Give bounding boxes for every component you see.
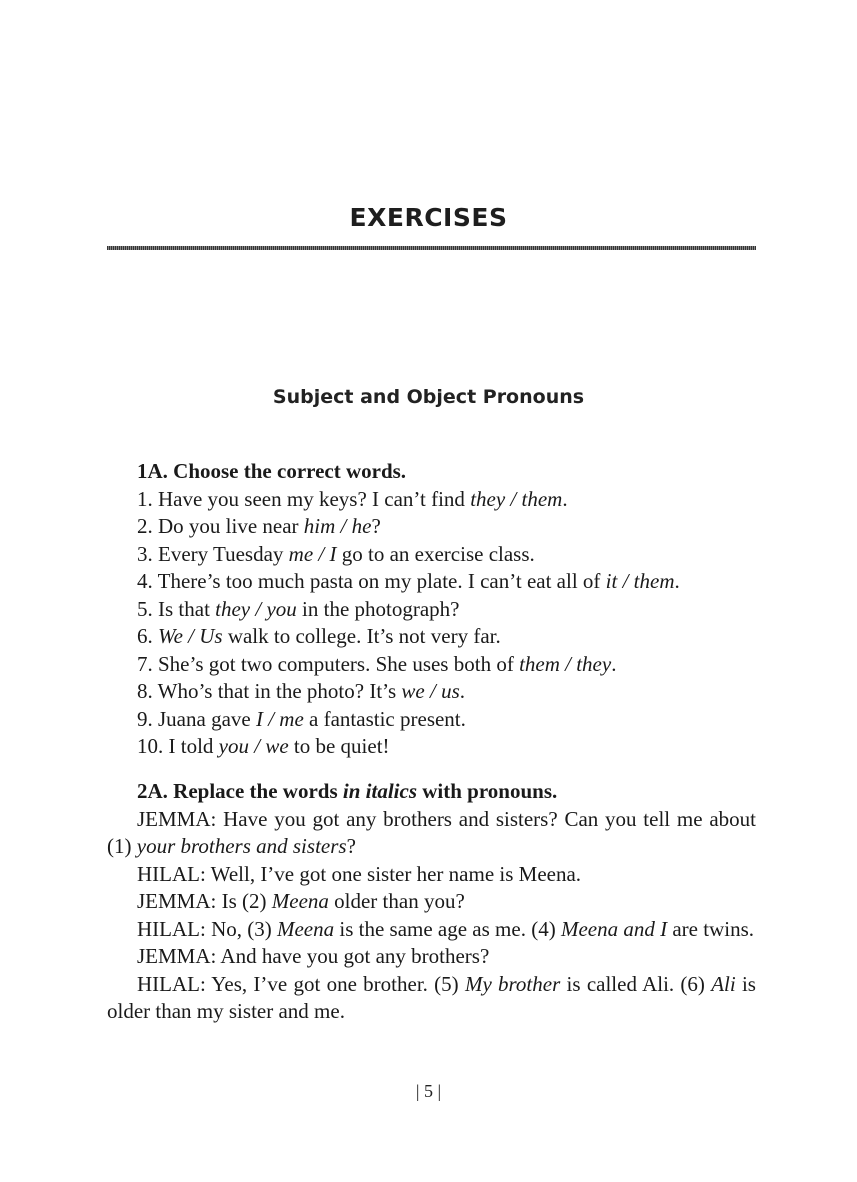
item-options: him / he xyxy=(303,514,372,538)
exercise-1a-list xyxy=(107,486,756,761)
item-text: . xyxy=(562,486,568,511)
dialogue-text: is called Ali. (6) xyxy=(560,971,712,996)
dialogue-italic: Meena and I xyxy=(560,916,668,941)
exercise-item xyxy=(107,651,756,679)
dialogue-text: HILAL: No, (3) xyxy=(137,916,277,941)
item-text: go to an exercise class. xyxy=(336,541,535,566)
exercise-item xyxy=(107,706,756,734)
dialogue-text: HILAL: Well, I’ve got one sister her name is Meena. xyxy=(137,861,582,886)
exercise-item xyxy=(107,596,756,624)
item-number: 10. xyxy=(137,734,164,758)
item-options: We / Us xyxy=(158,624,223,648)
item-text: Who’s that in the photo? It’s xyxy=(152,679,402,703)
item-options: we / us xyxy=(401,679,460,703)
exercise-2a xyxy=(107,778,756,1026)
item-text: Is that xyxy=(152,596,216,621)
dialogue-text: older than you? xyxy=(328,889,465,913)
item-number: 3. xyxy=(137,541,153,566)
item-text: I told xyxy=(163,734,219,758)
exercise-item xyxy=(107,541,756,569)
dialogue-text: is the same age as me. (4) xyxy=(334,916,561,941)
dialogue-line xyxy=(107,943,756,971)
item-text: . xyxy=(459,679,466,703)
dialogue-text: HILAL: Yes, I’ve got one brother. (5) xyxy=(137,971,465,996)
item-number: 5. xyxy=(137,596,153,621)
dialogue-italic: Meena xyxy=(276,916,335,941)
item-text: ? xyxy=(371,514,381,538)
dialogue-italic: Ali xyxy=(711,971,736,996)
dialogue-text: is older than my sister and me. xyxy=(107,971,756,1023)
item-number: 9. xyxy=(137,706,153,731)
item-text: Have you seen my keys? I can’t find xyxy=(152,486,471,511)
item-number: 8. xyxy=(137,679,153,703)
item-text: to be quiet! xyxy=(288,734,390,758)
heading-text: with pronouns. xyxy=(417,779,558,803)
item-text: walk to college. It’s not very far. xyxy=(222,624,501,648)
item-number: 4. xyxy=(137,569,153,593)
exercise-item xyxy=(107,678,756,706)
exercise-item xyxy=(107,486,756,514)
item-options: they / them xyxy=(470,486,563,511)
dialogue-line xyxy=(107,916,756,944)
item-number: 7. xyxy=(137,651,153,676)
item-text: a fantastic present. xyxy=(303,706,466,731)
item-text: . xyxy=(611,651,617,676)
dialogue-text: JEMMA: Have you got any brothers and sisters? Can you tell me about (1) xyxy=(107,806,756,858)
page-number: | 5 | xyxy=(415,1081,442,1101)
exercise-item xyxy=(107,623,756,651)
item-options: they / you xyxy=(215,596,297,621)
exercise-1a xyxy=(107,458,756,761)
item-text: Every Tuesday xyxy=(152,541,289,566)
heading-text: 2A. Replace the words xyxy=(137,779,343,803)
exercise-2a-heading xyxy=(107,778,756,806)
item-options: you / we xyxy=(218,734,289,758)
item-text: in the photograph? xyxy=(296,596,460,621)
dialogue-text: JEMMA: Is (2) xyxy=(137,889,272,913)
heading-italic: in italics xyxy=(342,779,417,803)
dialogue-text: JEMMA: And have you got any brothers? xyxy=(137,944,490,968)
exercise-item xyxy=(107,733,756,761)
dialogue-line xyxy=(107,888,756,916)
exercise-item xyxy=(107,513,756,541)
item-text: She’s got two computers. She uses both of xyxy=(152,651,520,676)
item-number: 6. xyxy=(137,624,153,648)
dialogue-line xyxy=(107,971,756,1026)
dialogue-italic: Meena xyxy=(271,889,329,913)
dialogue-line xyxy=(107,861,756,889)
item-options: me / I xyxy=(288,541,337,566)
item-text: There’s too much pasta on my plate. I can’t eat all of xyxy=(152,569,606,593)
exercise-1a-heading: 1A. Choose the correct words. xyxy=(137,459,407,483)
title-divider xyxy=(107,246,756,250)
item-text: . xyxy=(674,569,680,593)
page-title: EXERCISES xyxy=(349,203,508,232)
item-number: 1. xyxy=(137,486,153,511)
section-title: Subject and Object Pronouns xyxy=(272,386,585,408)
dialogue-line xyxy=(107,806,756,861)
item-number: 2. xyxy=(137,514,153,538)
dialogue-italic: My brother xyxy=(464,971,561,996)
item-options: it / them xyxy=(605,569,675,593)
item-text: Do you live near xyxy=(152,514,304,538)
dialogue-text: ? xyxy=(346,834,356,858)
exercise-item xyxy=(107,568,756,596)
dialogue-text: are twins. xyxy=(667,916,754,941)
dialogue-italic: your brothers and sisters xyxy=(136,834,347,858)
item-text: Juana gave xyxy=(152,706,256,731)
item-options: I / me xyxy=(255,706,304,731)
item-options: them / they xyxy=(519,651,612,676)
